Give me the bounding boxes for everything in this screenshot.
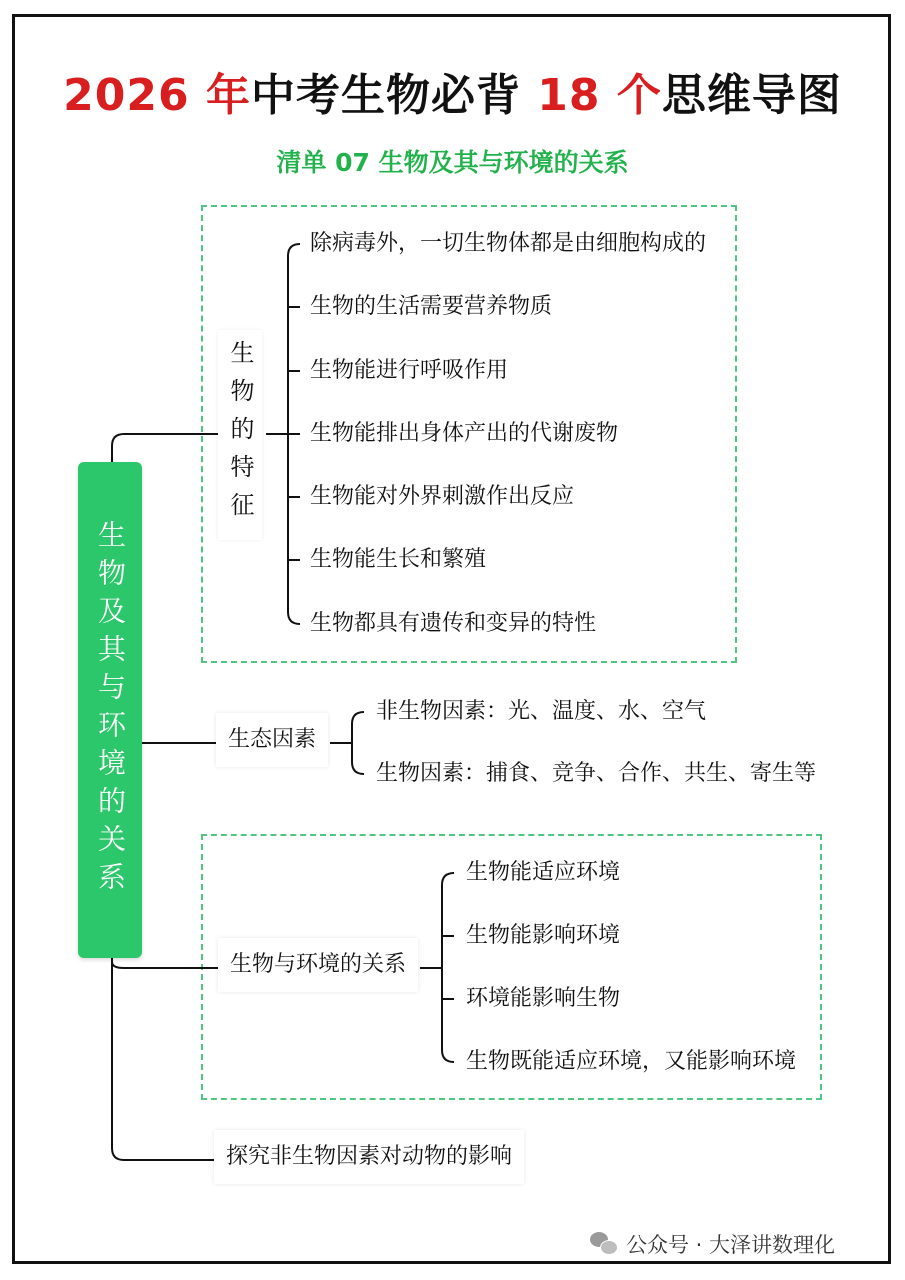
root-label: 生物及其与环境的关系 bbox=[94, 520, 127, 900]
relationship-item: 环境能影响生物 bbox=[466, 986, 621, 1011]
title-year: 2026 bbox=[63, 70, 190, 121]
title-end: 思维导图 bbox=[661, 70, 842, 121]
characteristic-item: 生物能进行呼吸作用 bbox=[310, 358, 509, 383]
relationship-item: 生物能适应环境 bbox=[466, 860, 621, 885]
characteristic-item: 生物能对外界刺激作出反应 bbox=[310, 484, 575, 509]
characteristics-node: 生物的特征 bbox=[218, 330, 262, 540]
relationship-item: 生物能影响环境 bbox=[466, 923, 621, 948]
title-middle: 中考生物必背 bbox=[250, 70, 521, 121]
relationship-item: 生物既能适应环境，又能影响环境 bbox=[466, 1049, 797, 1074]
page-subtitle: 清单 07 生物及其与环境的关系 bbox=[276, 148, 629, 177]
relationship-node: 生物与环境的关系 bbox=[218, 938, 418, 992]
characteristic-item: 除病毒外，一切生物体都是由细胞构成的 bbox=[310, 231, 707, 256]
title-ge: 个 bbox=[616, 70, 662, 121]
footer-text: 公众号 · 大泽讲数理化 bbox=[626, 1233, 836, 1257]
characteristic-item: 生物能排出身体产出的代谢废物 bbox=[310, 421, 619, 446]
ecological-factor-item: 生物因素：捕食、竞争、合作、共生、寄生等 bbox=[376, 761, 817, 786]
root-node bbox=[78, 462, 142, 958]
ecological-factors-node: 生态因素 bbox=[216, 713, 328, 767]
root-to-explore-line bbox=[112, 958, 214, 1160]
explore-node: 探究非生物因素对动物的影响 bbox=[214, 1130, 524, 1184]
characteristic-item: 生物的生活需要营养物质 bbox=[310, 294, 553, 319]
wechat-icon bbox=[590, 1232, 618, 1256]
root-to-relationship-line bbox=[112, 958, 218, 968]
relationship-bracket bbox=[442, 873, 454, 1062]
ecological-bracket bbox=[352, 712, 364, 774]
title-number: 18 bbox=[537, 70, 601, 121]
root-to-characteristics-line bbox=[112, 434, 218, 462]
title-nian: 年 bbox=[205, 70, 251, 121]
footer-watermark bbox=[590, 1229, 835, 1259]
ecological-factor-item: 非生物因素：光、温度、水、空气 bbox=[376, 699, 707, 724]
characteristic-item: 生物能生长和繁殖 bbox=[310, 547, 487, 572]
characteristic-item: 生物都具有遗传和变异的特性 bbox=[310, 611, 597, 636]
